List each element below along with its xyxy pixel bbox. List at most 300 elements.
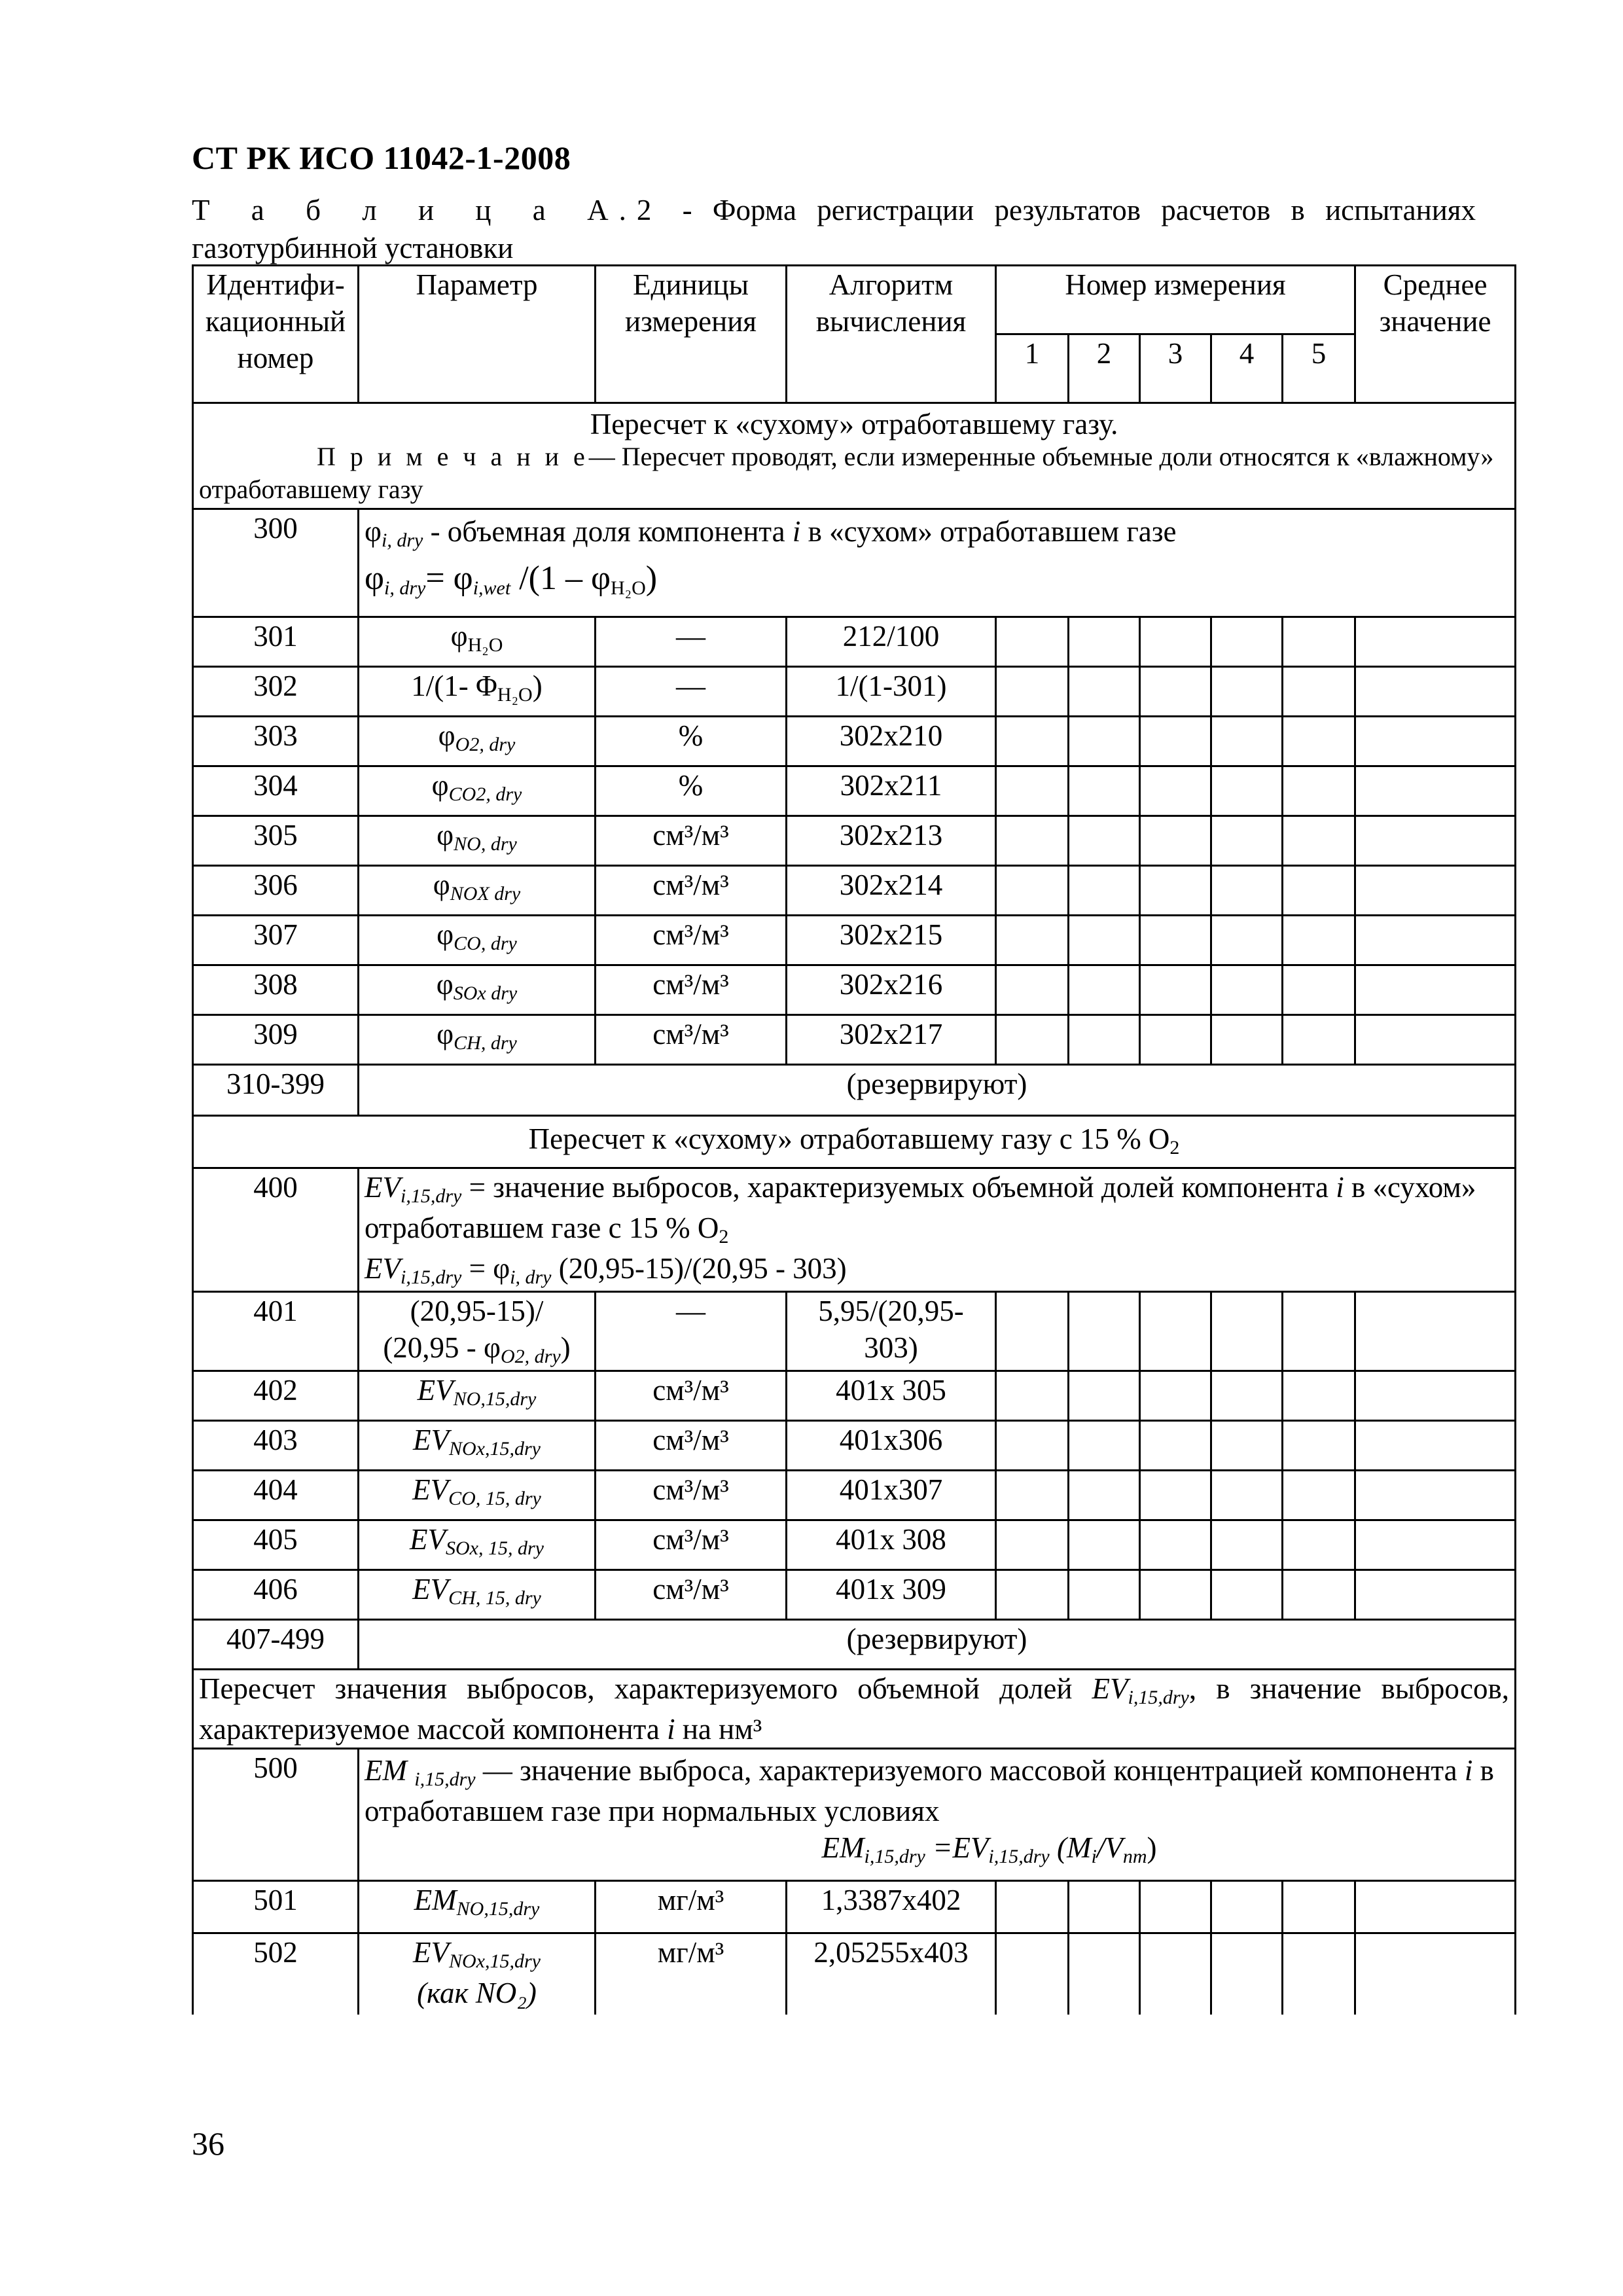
table-title: - Форма регистрации результатов расчетов в испытаниях газотурбинной установки [192,194,1476,264]
row-units: см³/м³ [596,866,787,916]
meas-cell [1069,1471,1140,1520]
meas-cell [996,717,1069,766]
row-algo: 302x210 [787,717,996,766]
meas-cell [1211,816,1283,866]
row-id: 502 [193,1933,359,2015]
row-units: см³/м³ [596,1015,787,1065]
row-algo: 1,3387x402 [787,1881,996,1933]
param-symbol: EV [417,1374,454,1407]
formula-sub: i, dry [384,577,426,599]
row-id: 308 [193,965,359,1015]
meas-cell [1283,1371,1355,1421]
meas-cell [1283,1520,1355,1570]
row-id: 402 [193,1371,359,1421]
table-row [193,1520,1516,1570]
avg-cell [1355,816,1516,866]
avg-cell [1355,1520,1516,1570]
meas-cell [1211,1881,1283,1933]
phi-symbol: φ [365,515,382,548]
meas-cell [996,916,1069,965]
meas-cell [1069,717,1140,766]
table-row [193,766,1516,816]
row-id: 404 [193,1471,359,1520]
section-title-cell [193,1116,1516,1168]
ev-sub: i,15,dry [400,1185,462,1207]
avg-cell [1355,916,1516,965]
reserved-text: (резервируют) [359,1620,1516,1670]
meas-cell [1283,1570,1355,1620]
meas-cell [1211,1421,1283,1471]
param-sub: NO, dry [454,833,517,855]
param-sub: NOX dry [450,883,521,905]
param-symbol: φ [433,869,450,901]
param-tail: ) [532,670,543,702]
param-symbol: φ [437,918,454,951]
formula-eq: = φ [461,1252,510,1285]
row400-text: = значение выбросов, характеризуемых объемной долей компонента [461,1171,1336,1204]
row-id: 310-399 [193,1065,359,1116]
meas-cell [1211,1933,1283,2015]
param-sub: CH, 15, dry [448,1587,541,1609]
page-number: 36 [192,2125,224,2162]
param-sub: NOx,15,dry [449,1950,541,1972]
row-id: 405 [193,1520,359,1570]
meas-cell [1283,667,1355,717]
formula-em-sub: i,15,dry [864,1846,925,1867]
table-row [193,1292,1516,1371]
row-algo: 302x211 [787,766,996,816]
row-algo: 401x 308 [787,1520,996,1570]
meas-cell [1283,717,1355,766]
em-sub: i,15,dry [414,1768,476,1790]
row400-text-end: в «сухом» отработавшем газе с 15 % O [365,1171,1476,1244]
document-code: СТ РК ИСО 11042-1-2008 [192,139,571,176]
algo-line2: 303) [864,1331,918,1364]
row400-i: i [1336,1171,1344,1204]
param-sub: O2, dry [501,1346,561,1367]
param-symbol: EV [412,1573,449,1605]
param-sub: H₂O [467,634,503,656]
section-dry-gas [193,403,1516,509]
meas-cell [1069,965,1140,1015]
row-param [359,717,596,766]
avg-cell [1355,717,1516,766]
row300-text-end: в «сухом» отработавшем газе [800,515,1177,548]
algo-line1: 5,95/(20,95- [818,1295,964,1327]
param-sub: SOx dry [453,982,518,1004]
meas-cell [1140,1371,1211,1421]
row-id: 304 [193,766,359,816]
meas-cell [1069,1570,1140,1620]
meas-cell [1140,965,1211,1015]
meas-cell [1283,1015,1355,1065]
param-sub: O2, dry [455,734,516,755]
table-caption [192,191,1476,267]
col-algo-header: Алгоритм вычисления [787,266,996,403]
row-algo: 302x214 [787,866,996,916]
table-row [193,965,1516,1015]
param-symbol: φ [436,968,454,1001]
meas-cell [1140,1881,1211,1933]
param-sub: CH, dry [454,1032,517,1054]
meas-cell [1140,916,1211,965]
row-id: 305 [193,816,359,866]
row-units: мг/м³ [596,1881,787,1933]
meas-cell [1140,1933,1211,2015]
section3-text-c: на нм³ [675,1713,762,1746]
table-row [193,1168,1516,1292]
row-units: — [596,617,787,667]
formula-eq: =EV [925,1831,989,1864]
row-id: 401 [193,1292,359,1371]
meas-cell [1069,1292,1140,1371]
row-id: 301 [193,617,359,667]
row-units: см³/м³ [596,1570,787,1620]
row-id: 406 [193,1570,359,1620]
row-param [359,816,596,866]
formula-sub-h2o: H₂O [610,577,646,599]
section3-text-b: , в значение выбросов, характеризуемое массой компонента [199,1672,1510,1746]
meas-cell [1211,717,1283,766]
meas-cell [1211,1520,1283,1570]
row-algo: 302x216 [787,965,996,1015]
meas-cell [1211,965,1283,1015]
formula-frac: /(1 – φ [510,560,611,597]
meas-cell [996,1881,1069,1933]
avg-cell [1355,1015,1516,1065]
meas-cell [1140,1520,1211,1570]
table-row [193,1749,1516,1881]
avg-cell [1355,1570,1516,1620]
row-id: 400 [193,1168,359,1292]
formula-v: /V [1096,1831,1123,1864]
meas-cell [1069,1520,1140,1570]
meas-cell [1140,1292,1211,1371]
meas-cell [1211,1371,1283,1421]
row400-desc [359,1168,1516,1292]
formula-phi: φ [365,560,385,597]
param-symbol: φ [437,1018,454,1050]
meas-cell [1140,617,1211,667]
row300-text: - объемная доля компонента [423,515,793,548]
formula-eq: = φ [425,560,473,597]
table-row [193,1570,1516,1620]
param-sub: CO2, dry [448,783,522,805]
ev-symbol: EV [365,1171,401,1204]
meas-cell [1069,1371,1140,1421]
param-line2: (как NO₂) [417,1977,537,2009]
table-row [193,816,1516,866]
avg-cell [1355,1371,1516,1421]
meas-cell [1069,916,1140,965]
param-line2: (20,95 - φ [383,1331,501,1364]
meas-cell [996,816,1069,866]
meas-cell [1140,1015,1211,1065]
table-row [193,617,1516,667]
meas-cell [1140,816,1211,866]
formula-rest: (20,95-15)/(20,95 - 303) [551,1252,847,1285]
formula-mi-sub: i [1091,1846,1097,1867]
meas-cell [1069,1421,1140,1471]
row500-text: — значение выброса, характеризуемого массовой концентрацией компонента [475,1754,1465,1787]
param-symbol: φ [450,620,468,653]
formula-close: ) [1147,1831,1157,1864]
row-id: 403 [193,1421,359,1471]
section-dry-gas-15 [193,1116,1516,1168]
row-algo: 212/100 [787,617,996,667]
row-param [359,617,596,667]
row300-i: i [792,515,801,548]
section3-text-a: Пересчет значения выбросов, характеризуемого объемной долей [199,1672,1092,1705]
phi-sub: i, dry [381,529,423,551]
meas-cell [1140,667,1211,717]
row-id: 500 [193,1749,359,1881]
meas-cell [1069,766,1140,816]
row-algo: 302x213 [787,816,996,866]
meas-cell [1140,866,1211,916]
row-id: 302 [193,667,359,717]
meas-num-2: 2 [1069,334,1140,403]
row-units: — [596,667,787,717]
section3-text [193,1670,1516,1749]
meas-cell [1140,766,1211,816]
meas-cell [1069,866,1140,916]
table-row [193,1371,1516,1421]
section2-title: Пересчет к «сухому» отработавшему газу с 15 % O [528,1122,1170,1155]
row-param [359,766,596,816]
formula-sub-wet: i,wet [473,577,511,599]
meas-cell [1211,667,1283,717]
meas-cell [996,1292,1069,1371]
param-symbol: φ [437,819,454,852]
meas-cell [996,1371,1069,1421]
avg-cell [1355,667,1516,717]
meas-cell [1283,965,1355,1015]
formula-ev-sub: i,15,dry [400,1266,462,1288]
section-mass-conversion [193,1670,1516,1749]
param-sub: H₂O [497,684,533,706]
param-sub: NOx,15,dry [449,1438,541,1460]
row-algo: 401x307 [787,1471,996,1520]
row-units: см³/м³ [596,1520,787,1570]
row-param [359,1881,596,1933]
row-algo: 401x306 [787,1421,996,1471]
row-units: см³/м³ [596,816,787,866]
formula-ev-sub: i,15,dry [988,1846,1050,1867]
reserved-text: (резервируют) [359,1065,1516,1116]
avg-cell [1355,766,1516,816]
o2-sub: 2 [719,1226,729,1247]
row-algo: 401x 305 [787,1371,996,1421]
note-text: — Пересчет проводят, если измеренные объемные доли относятся к «влажному» отработавшему газу [199,442,1494,504]
table-row [193,667,1516,717]
row-param [359,1933,596,2015]
meas-cell [1140,1471,1211,1520]
section3-ev-sub: i,15,dry [1128,1687,1189,1708]
param-symbol: 1/(1- Φ [411,670,497,702]
param-line1: (20,95-15)/ [410,1295,544,1327]
meas-cell [1211,866,1283,916]
avg-cell [1355,965,1516,1015]
param-sub: CO, 15, dry [448,1488,541,1509]
row-param [359,1570,596,1620]
param-symbol: EV [412,1473,449,1506]
param-symbol: φ [431,769,449,802]
meas-cell [996,1421,1069,1471]
row-units: см³/м³ [596,1421,787,1471]
results-table [192,264,1516,2015]
col-units-header: Единицы измерения [596,266,787,403]
formula-ev: EV [365,1252,401,1285]
row-units: мг/м³ [596,1933,787,2015]
meas-cell [1211,1570,1283,1620]
table-row [193,1421,1516,1471]
avg-cell [1355,1421,1516,1471]
meas-cell [1283,1881,1355,1933]
param-symbol: EV [413,1424,449,1456]
section-dry-gas-note [199,440,1509,506]
row-param [359,866,596,916]
col-id-header: Идентифи-кационный номер [193,266,359,403]
col-meas-header: Номер измерения [996,266,1355,334]
row-units: см³/м³ [596,965,787,1015]
meas-cell [996,1520,1069,1570]
table-row [193,866,1516,916]
row-algo: 2,05255x403 [787,1933,996,2015]
col-param-header: Параметр [359,266,596,403]
meas-cell [996,667,1069,717]
table-row [193,1933,1516,2015]
row-param [359,1421,596,1471]
row500-desc [359,1749,1516,1881]
row500-text-end: в отработавшем газе при нормальных условиях [365,1754,1494,1827]
meas-cell [1211,916,1283,965]
row-units: — [596,1292,787,1371]
param-symbol: EV [410,1523,446,1556]
avg-cell [1355,617,1516,667]
meas-num-1: 1 [996,334,1069,403]
em-symbol: EM [365,1754,415,1787]
col-avg-header: Среднее значение [1355,266,1516,403]
table-row [193,1620,1516,1670]
table-row [193,916,1516,965]
row-param [359,1371,596,1421]
table-label: Т а б л и ц а А.2 [192,194,662,226]
row-param [359,1471,596,1520]
meas-cell [1140,1421,1211,1471]
param-symbol: φ [438,719,455,752]
table-row [193,717,1516,766]
section-dry-gas-title: Пересчет к «сухому» отработавшему газу. [590,408,1118,440]
row-id: 300 [193,509,359,617]
row-param [359,1520,596,1570]
row-id: 309 [193,1015,359,1065]
row-param [359,965,596,1015]
avg-cell [1355,1933,1516,2015]
meas-num-4: 4 [1211,334,1283,403]
row-algo: 401x 309 [787,1570,996,1620]
avg-cell [1355,1292,1516,1371]
param-sub: NO,15,dry [456,1898,540,1920]
section3-ev: EV [1092,1672,1128,1705]
param-sub: CO, dry [454,933,517,954]
formula-m: (M [1049,1831,1092,1864]
meas-cell [996,1015,1069,1065]
meas-cell [996,866,1069,916]
formula-vnm-sub: nm [1122,1846,1147,1867]
meas-cell [1283,1471,1355,1520]
param-sub: NO,15,dry [453,1388,537,1410]
section2-sub: 2 [1169,1137,1180,1158]
param-close: ) [560,1331,571,1364]
meas-cell [1069,667,1140,717]
meas-cell [996,617,1069,667]
row-algo: 302x215 [787,916,996,965]
formula-phi-sub: i, dry [510,1266,552,1288]
meas-cell [996,1471,1069,1520]
meas-cell [1140,717,1211,766]
table-row [193,1015,1516,1065]
avg-cell [1355,866,1516,916]
row300-desc [359,509,1516,617]
meas-cell [1283,1292,1355,1371]
meas-cell [1283,617,1355,667]
meas-num-5: 5 [1283,334,1355,403]
row-units: см³/м³ [596,1371,787,1421]
meas-cell [1069,1015,1140,1065]
row-units: см³/м³ [596,1471,787,1520]
meas-num-3: 3 [1140,334,1211,403]
row-units: % [596,766,787,816]
row500-i: i [1464,1754,1473,1787]
row-algo: 1/(1-301) [787,667,996,717]
param-symbol: EM [414,1884,457,1916]
table-row [193,1471,1516,1520]
table-row [193,509,1516,617]
meas-cell [996,1933,1069,2015]
table-row [193,1881,1516,1933]
row-param [359,1292,596,1371]
row-param [359,916,596,965]
row-id: 303 [193,717,359,766]
table-row [193,1065,1516,1116]
note-label: П р и м е ч а н и е [317,442,589,471]
section3-i: i [667,1713,675,1746]
meas-cell [1069,1881,1140,1933]
meas-cell [1283,1933,1355,2015]
row-id: 501 [193,1881,359,1933]
formula-em: EM [821,1831,865,1864]
row-param [359,667,596,717]
avg-cell [1355,1471,1516,1520]
row-units: % [596,717,787,766]
row-id: 307 [193,916,359,965]
meas-cell [1211,1015,1283,1065]
meas-cell [1211,1292,1283,1371]
row-algo [787,1292,996,1371]
param-symbol: EV [413,1936,449,1969]
row-id: 306 [193,866,359,916]
meas-cell [1069,617,1140,667]
row-param [359,1015,596,1065]
meas-cell [996,766,1069,816]
meas-cell [1283,766,1355,816]
meas-cell [1283,916,1355,965]
meas-cell [1069,816,1140,866]
meas-cell [1140,1570,1211,1620]
row-units: см³/м³ [596,916,787,965]
meas-cell [996,1570,1069,1620]
